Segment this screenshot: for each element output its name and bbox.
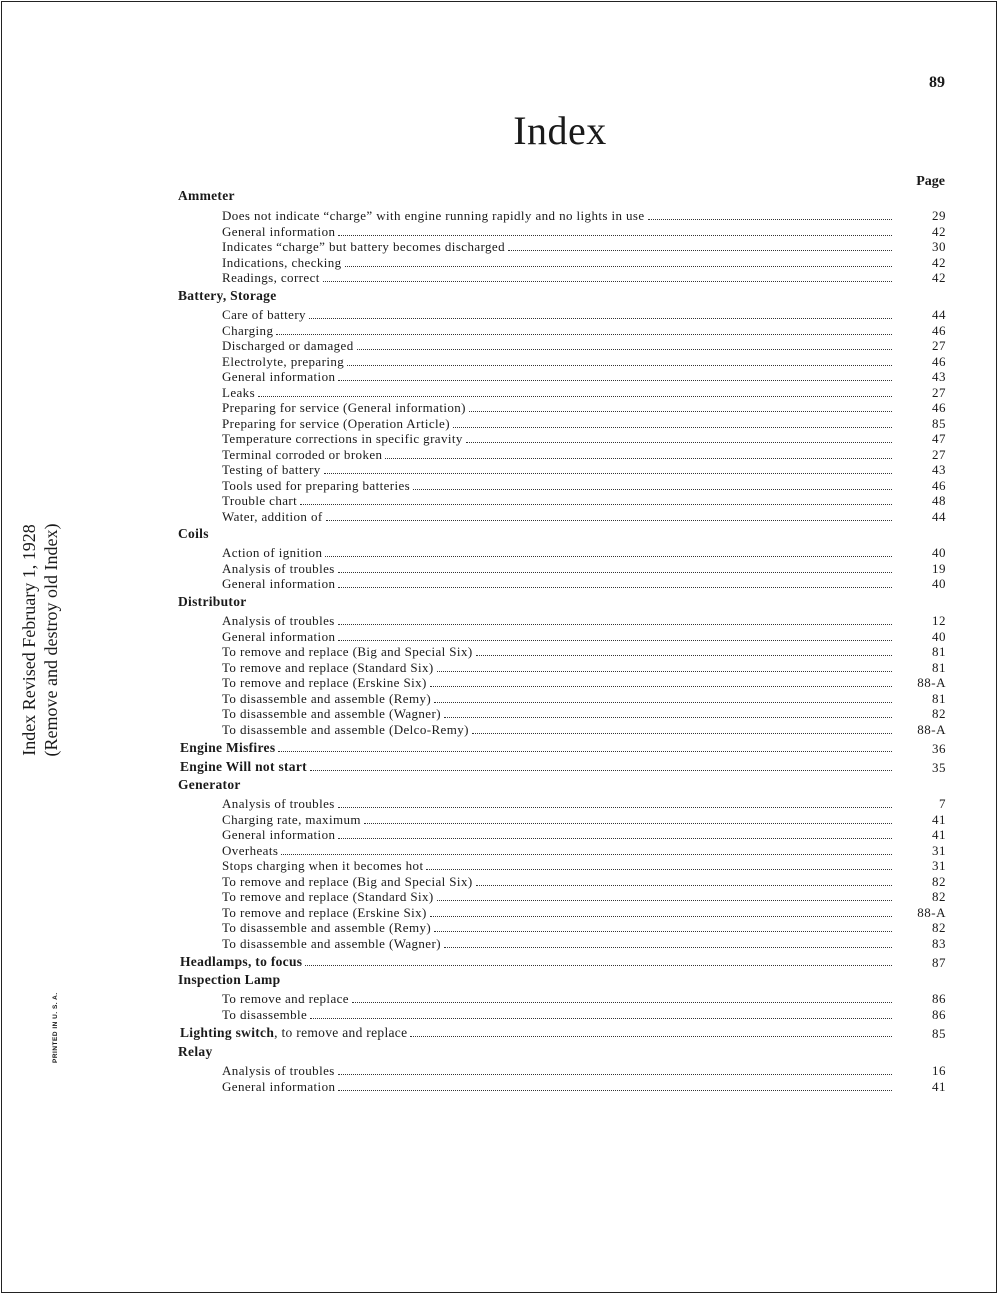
entry-page: 35 [932, 760, 946, 775]
dot-leader [430, 685, 892, 687]
index-entry [222, 1079, 894, 1094]
dot-leader [444, 946, 892, 948]
dot-leader [338, 623, 892, 625]
page-title: Index [513, 108, 607, 153]
entry-page: 86 [932, 991, 946, 1006]
entry-label: Indications, checking [222, 254, 342, 270]
dot-leader [310, 1017, 892, 1019]
index-entry [222, 675, 894, 690]
index-entry [222, 323, 894, 338]
entry-page: 85 [932, 1026, 946, 1041]
index-heading-entry [180, 1025, 894, 1040]
entry-label: Testing of battery [222, 462, 321, 477]
index-entry [222, 991, 894, 1006]
dot-leader [466, 441, 892, 443]
entry-label: Discharged or damaged [222, 338, 354, 353]
index-entry [222, 270, 894, 285]
entry-label: To remove and replace (Erskine Six) [222, 675, 427, 690]
entry-page: 82 [932, 873, 946, 889]
entry-label: Analysis of troubles [222, 560, 335, 576]
index-entry [222, 1063, 894, 1078]
index-entry [222, 576, 894, 591]
entry-page: 40 [932, 545, 946, 560]
entry-page: 41 [932, 827, 946, 842]
entry-label: General information [222, 223, 336, 239]
heading-suffix: , to remove and replace [274, 1025, 408, 1040]
entry-page: 81 [932, 644, 946, 659]
entry-label: Charging [222, 322, 274, 338]
entry-label: Analysis of troubles [222, 1063, 335, 1078]
section-heading: Inspection Lamp [178, 972, 281, 987]
entry-label: Engine Will not start [180, 759, 307, 774]
dot-leader [338, 571, 892, 573]
entry-page: 81 [932, 690, 946, 706]
index-entry [222, 796, 894, 811]
entry-page: 27 [932, 384, 946, 400]
index-entry [222, 1007, 894, 1022]
index-entry [222, 224, 894, 239]
dot-leader [338, 1089, 892, 1091]
entry-page: 30 [932, 239, 946, 254]
section-heading: Relay [178, 1044, 213, 1059]
index-entry [222, 509, 894, 524]
entry-page: 83 [932, 935, 946, 951]
entry-page: 88-A [917, 721, 946, 737]
index-entry [222, 462, 894, 477]
index-entry [222, 936, 894, 951]
revision-note-line2: (Remove and destroy old Index) [41, 523, 61, 757]
dot-leader [323, 280, 892, 282]
index-entry [222, 905, 894, 920]
entry-label: Water, addition of [222, 508, 323, 524]
index-entry [222, 691, 894, 706]
entry-page: 44 [932, 307, 946, 322]
dot-leader [434, 701, 892, 703]
entry-page: 16 [932, 1063, 946, 1078]
dot-leader [410, 1035, 892, 1037]
dot-leader [437, 670, 892, 672]
entry-label: To remove and replace [222, 991, 349, 1006]
index-entry [222, 706, 894, 721]
section-heading: Ammeter [178, 188, 235, 203]
section-heading: Battery, Storage [178, 288, 277, 303]
entry-page: 31 [932, 842, 946, 858]
entry-page: 7 [939, 796, 946, 811]
entry-label: General information [222, 1078, 336, 1094]
entry-page: 82 [932, 889, 946, 904]
index-entry [222, 644, 894, 659]
entry-label: Headlamps, to focus [180, 954, 303, 969]
dot-leader [444, 716, 892, 718]
entry-page: 48 [932, 493, 946, 508]
entry-label: To remove and replace (Standard Six) [222, 889, 434, 904]
entry-page: 31 [932, 858, 946, 873]
revision-note-line1: Index Revised February 1, 1928 [19, 524, 39, 756]
entry-page: 19 [932, 560, 946, 576]
index-entry [222, 561, 894, 576]
index-entry [222, 843, 894, 858]
index-entry [222, 920, 894, 935]
entry-label: Stops charging when it becomes hot [222, 858, 424, 873]
index-entry [222, 447, 894, 462]
page-number: 89 [929, 74, 945, 91]
entry-page: 46 [932, 353, 946, 369]
index-heading-entry [180, 740, 894, 755]
entry-page: 46 [932, 477, 946, 493]
entry-label: General information [222, 827, 336, 842]
section-heading: Generator [178, 777, 241, 792]
entry-page: 29 [932, 208, 946, 223]
index-entry [222, 416, 894, 431]
index-entry [222, 889, 894, 904]
entry-label: Charging rate, maximum [222, 811, 361, 827]
revision-note [18, 460, 62, 820]
dot-leader [385, 457, 892, 459]
dot-leader [347, 364, 892, 366]
entry-page: 12 [932, 613, 946, 628]
entry-label: To disassemble and assemble (Remy) [222, 920, 432, 935]
index-entry [222, 478, 894, 493]
index-entry [222, 431, 894, 446]
entry-label: Terminal corroded or broken [222, 446, 383, 462]
section-heading: Coils [178, 526, 209, 541]
index-entry [222, 812, 894, 827]
entry-page: 27 [932, 338, 946, 353]
entry-page: 81 [932, 659, 946, 675]
entry-label: Engine Misfires [180, 740, 276, 755]
dot-leader [453, 426, 892, 428]
dot-leader [469, 410, 892, 412]
entry-label: General information [222, 576, 336, 591]
entry-label: To remove and replace (Standard Six) [222, 659, 434, 675]
index-entry [222, 239, 894, 254]
index-entry [222, 613, 894, 628]
dot-leader [345, 265, 892, 267]
entry-page: 36 [932, 741, 946, 756]
dot-leader [426, 868, 892, 870]
entry-page: 85 [932, 415, 946, 431]
dot-leader [338, 837, 892, 839]
index-entry [222, 385, 894, 400]
index-entry [222, 208, 894, 223]
entry-page: 40 [932, 576, 946, 591]
dot-leader [278, 750, 892, 752]
entry-label: To disassemble and assemble (Wagner) [222, 706, 441, 721]
printed-in-usa-note: PRINTED IN U. S. A. [52, 992, 59, 1063]
entry-label: General information [222, 369, 336, 384]
entry-label: To disassemble [222, 1006, 308, 1022]
dot-leader [437, 899, 892, 901]
dot-leader [338, 806, 892, 808]
dot-leader [338, 234, 892, 236]
entry-label: Leaks [222, 384, 256, 400]
dot-leader [430, 915, 892, 917]
index-entry [222, 307, 894, 322]
entry-page: 27 [932, 446, 946, 462]
index-entry [222, 722, 894, 737]
entry-page: 41 [932, 1078, 946, 1094]
entry-label: Electrolyte, preparing [222, 353, 345, 369]
entry-page: 41 [932, 811, 946, 827]
entry-page: 88-A [917, 675, 946, 690]
index-entry [222, 493, 894, 508]
index-entry [222, 874, 894, 889]
index-entry [222, 354, 894, 369]
entry-page: 43 [932, 462, 946, 477]
dot-leader [508, 249, 892, 251]
dot-leader [281, 853, 892, 855]
dot-leader [324, 472, 892, 474]
entry-label: Preparing for service (General information) [222, 400, 466, 415]
dot-leader [413, 488, 892, 490]
dot-leader [338, 1073, 892, 1075]
entry-label: Overheats [222, 842, 279, 858]
dot-leader [258, 395, 892, 397]
entry-label: Does not indicate “charge” with engine running rapidly and no lights in use [222, 208, 645, 223]
dot-leader [338, 379, 892, 381]
dot-leader [476, 654, 892, 656]
index-entry [222, 827, 894, 842]
dot-leader [352, 1001, 892, 1003]
dot-leader [276, 333, 892, 335]
dot-leader [325, 555, 892, 557]
dot-leader [648, 218, 892, 220]
entry-label: To disassemble and assemble (Wagner) [222, 935, 441, 951]
entry-label: Readings, correct [222, 270, 320, 285]
entry-page: 46 [932, 322, 946, 338]
dot-leader [310, 769, 892, 771]
entry-label: Analysis of troubles [222, 796, 335, 811]
index-entry [222, 400, 894, 415]
entry-page: 47 [932, 431, 946, 446]
index-entry [222, 255, 894, 270]
heading-bold: Lighting switch [180, 1025, 275, 1040]
entry-label: To disassemble and assemble (Remy) [222, 690, 432, 706]
index-entry [222, 545, 894, 560]
dot-leader [305, 964, 892, 966]
entry-page: 82 [932, 920, 946, 935]
dot-leader [364, 822, 892, 824]
index-entry [222, 369, 894, 384]
entry-label: Analysis of troubles [222, 613, 335, 628]
dot-leader [338, 639, 892, 641]
dot-leader [434, 930, 892, 932]
page-column-header: Page [916, 174, 945, 189]
entry-label: Preparing for service (Operation Article) [222, 415, 450, 431]
dot-leader [338, 586, 892, 588]
entry-label: Temperature corrections in specific gravity [222, 431, 463, 446]
index-entry [222, 660, 894, 675]
entry-page: 86 [932, 1006, 946, 1022]
dot-leader [472, 732, 892, 734]
dot-leader [476, 884, 892, 886]
entry-page: 40 [932, 628, 946, 644]
section-heading: Distributor [178, 594, 247, 609]
dot-leader [300, 503, 892, 505]
dot-leader [309, 317, 892, 319]
entry-label: General information [222, 628, 336, 644]
entry-label: Care of battery [222, 307, 306, 322]
entry-page: 43 [932, 369, 946, 384]
entry-label: To remove and replace (Big and Special Six) [222, 873, 473, 889]
index-entry [222, 629, 894, 644]
index-heading-entry [180, 759, 894, 774]
index-entry [222, 338, 894, 353]
entry-page: 82 [932, 706, 946, 721]
entry-page: 46 [932, 400, 946, 415]
dot-leader [357, 348, 892, 350]
index-heading-entry [180, 954, 894, 969]
entry-label: To disassemble and assemble (Delco-Remy) [222, 721, 469, 737]
entry-label: Indicates “charge” but battery becomes discharged [222, 239, 505, 254]
entry-label: To remove and replace (Big and Special Six) [222, 644, 473, 659]
entry-label: To remove and replace (Erskine Six) [222, 904, 427, 920]
entry-page: 88-A [917, 904, 946, 920]
entry-label: Trouble chart [222, 493, 298, 508]
entry-page: 42 [932, 254, 946, 270]
entry-page: 87 [932, 955, 946, 970]
entry-label: Action of ignition [222, 545, 323, 560]
entry-label: Tools used for preparing batteries [222, 477, 411, 493]
entry-label [180, 1025, 407, 1040]
index-entry [222, 858, 894, 873]
dot-leader [326, 519, 892, 521]
entry-page: 42 [932, 223, 946, 239]
entry-page: 42 [932, 270, 946, 285]
entry-page: 44 [932, 508, 946, 524]
